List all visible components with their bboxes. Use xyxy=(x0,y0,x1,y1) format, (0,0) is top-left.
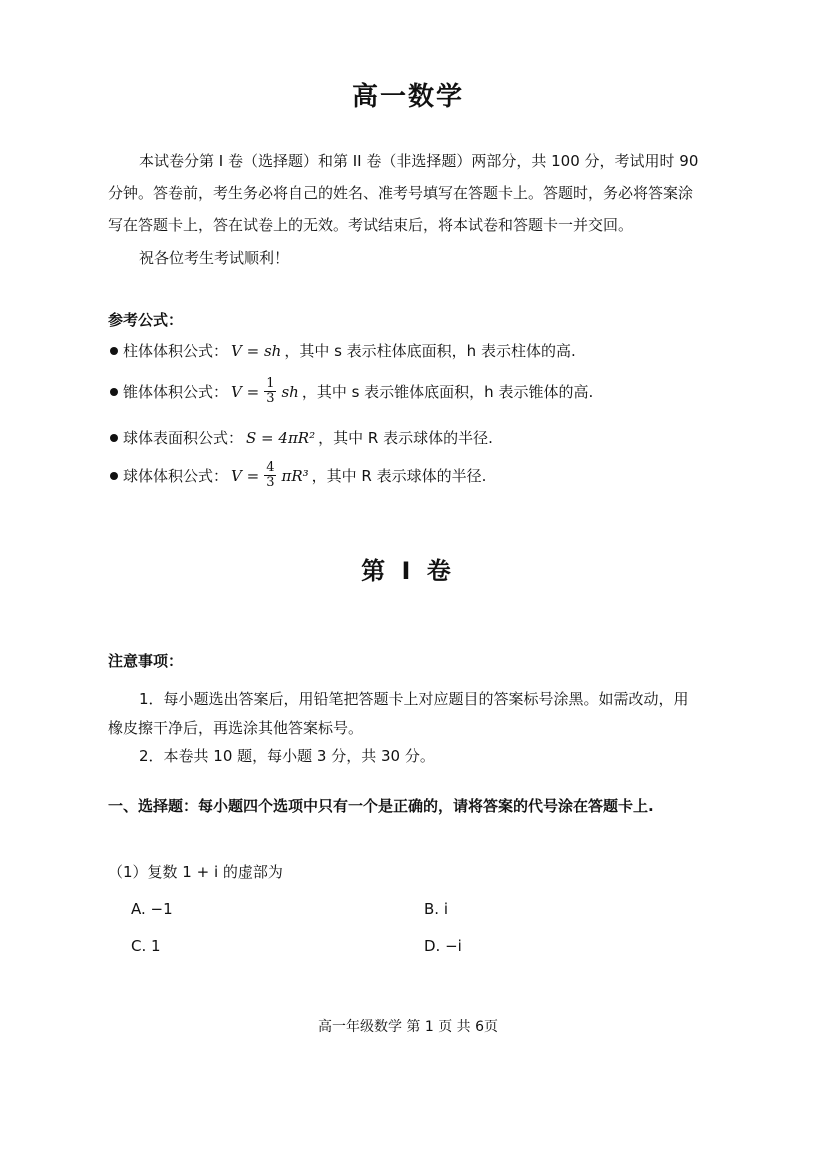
part1-heading: 一、选择题：每小题四个选项中只有一个是正确的，请将答案的代号涂在答题卡上. xyxy=(108,797,654,815)
bullet-icon xyxy=(110,347,118,355)
formula-cone xyxy=(110,377,593,406)
intro-line-2: 分钟。答卷前，考生务必将自己的姓名、准考号填写在答题卡上。答题时，务必将答案涂 xyxy=(108,184,694,202)
notes-item-1-line-2: 橡皮擦干净后，再选涂其他答案标号。 xyxy=(108,719,364,737)
bullet-icon xyxy=(110,434,118,442)
bullet-icon xyxy=(110,388,118,396)
question-1-option-c: C. 1 xyxy=(131,937,161,955)
formula-description: ，其中 s 表示锥体底面积，h 表示锥体的高. xyxy=(301,382,594,401)
question-1-option-b: B. i xyxy=(424,900,448,918)
question-1-stem: （1）复数 1 + i 的虚部为 xyxy=(108,863,283,881)
formula-description: ，其中 R 表示球体的半径. xyxy=(311,466,487,485)
formula-prism xyxy=(110,342,576,360)
formula-lhs: V = xyxy=(231,382,260,401)
question-1-option-d: D. −i xyxy=(424,937,462,955)
formula-description: ，其中 R 表示球体的半径. xyxy=(318,429,493,447)
intro-line-1: 本试卷分第 I 卷（选择题）和第 II 卷（非选择题）两部分，共 100 分，考试用时 90 xyxy=(139,152,699,170)
formula-sphere-surface xyxy=(110,429,493,447)
section-title: 第 I 卷 xyxy=(361,557,455,585)
fraction-numerator: 4 xyxy=(266,460,275,475)
notes-item-1-line-1: 1．每小题选出答案后，用铅笔把答题卡上对应题目的答案标号涂黑。如需改动，用 xyxy=(139,690,689,708)
formula-description: ，其中 s 表示柱体底面积，h 表示柱体的高. xyxy=(284,342,576,360)
question-1-option-a: A. −1 xyxy=(131,900,173,918)
page-footer: 高一年级数学 第 1 页 共 6页 xyxy=(317,1019,499,1035)
formula-label: 球体体积公式： xyxy=(123,466,229,485)
formula-sphere-volume xyxy=(110,461,486,490)
formula-rhs: πR³ xyxy=(281,466,309,485)
bullet-icon xyxy=(110,472,118,480)
fraction-denominator: 3 xyxy=(266,475,275,490)
formula-label: 球体表面积公式： xyxy=(123,429,244,447)
formula-expression: S = 4πR² xyxy=(246,429,316,447)
formula-label: 锥体体积公式： xyxy=(123,382,229,401)
fraction xyxy=(264,377,276,406)
fraction xyxy=(264,461,276,490)
intro-line-3: 写在答题卡上，答在试卷上的无效。考试结束后，将本试卷和答题卡一并交回。 xyxy=(108,216,634,234)
formula-label: 柱体体积公式： xyxy=(123,342,229,360)
page-title: 高一数学 xyxy=(351,82,464,112)
formula-lhs: V = xyxy=(231,466,260,485)
fraction-denominator: 3 xyxy=(266,391,275,406)
fraction-numerator: 1 xyxy=(266,376,275,391)
notes-heading: 注意事项： xyxy=(108,652,184,670)
intro-wish: 祝各位考生考试顺利！ xyxy=(139,249,290,267)
formula-heading: 参考公式： xyxy=(108,311,184,329)
notes-item-2: 2．本卷共 10 题，每小题 3 分，共 30 分。 xyxy=(139,747,435,765)
formula-rhs: sh xyxy=(281,382,299,401)
formula-expression: V = sh xyxy=(231,342,282,360)
